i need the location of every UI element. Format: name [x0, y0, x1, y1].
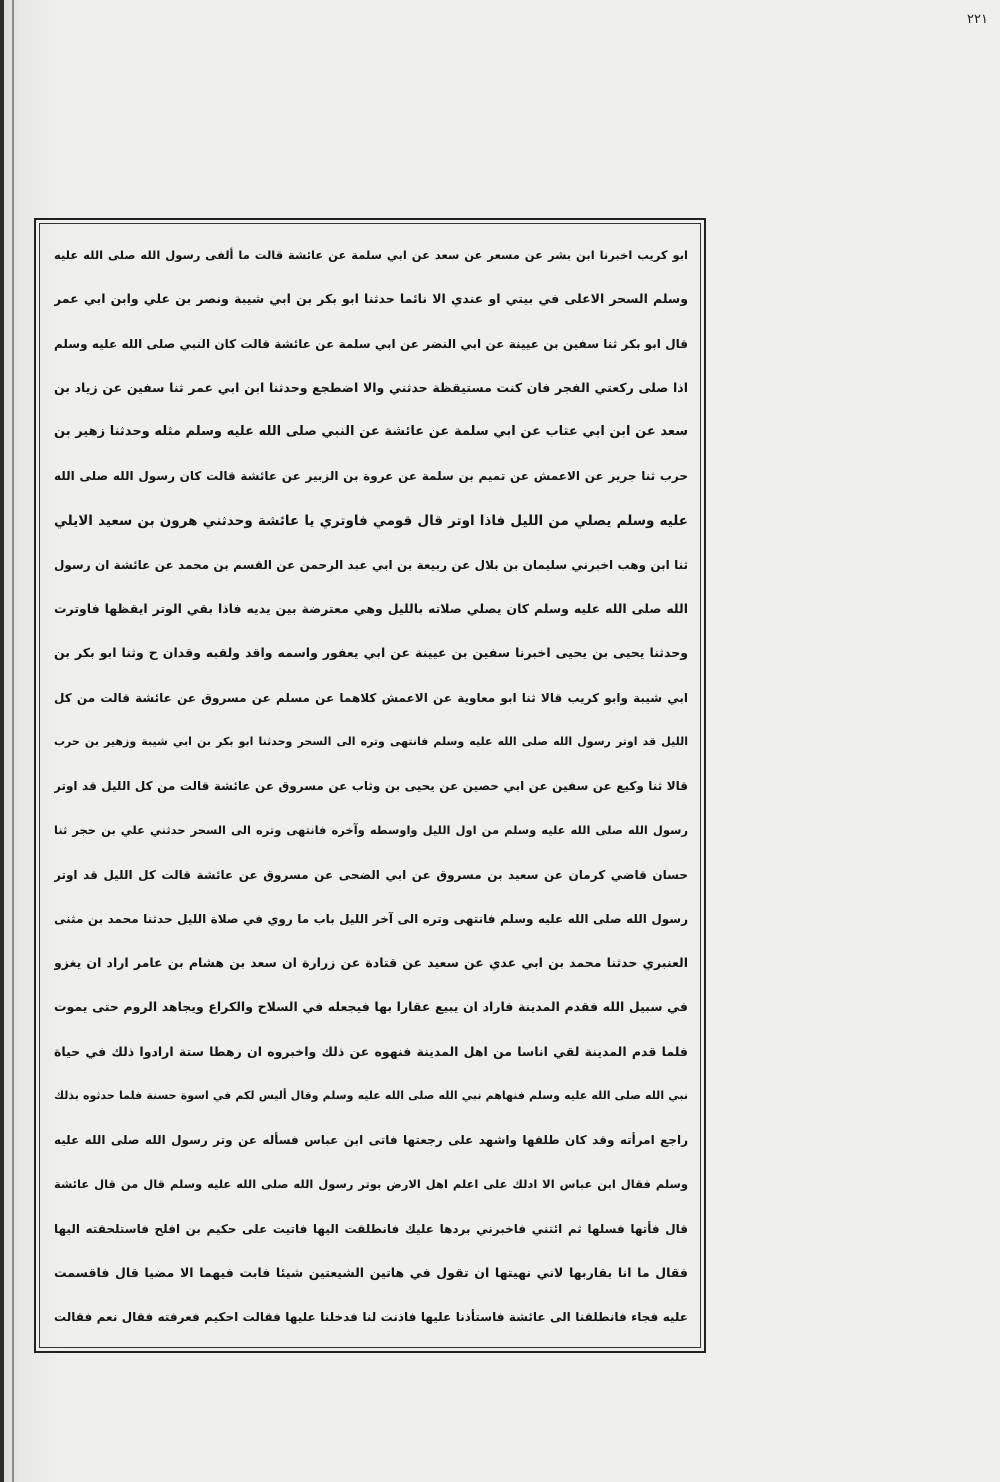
manuscript-line: قال فأتها فسلها ثم ائتني فاخبرني بردها عليك فانطلقت اليها فاتيت على حكيم بن افلح فاستلحقته اليها — [54, 1221, 688, 1236]
manuscript-line: قال ابو بكر ثنا سفين بن عيينة عن ابي النضر عن ابي سلمة عن عائشة قالت كان النبي صلى الله عليه وسلم — [54, 336, 688, 351]
manuscript-line: ثنا ابن وهب اخبرني سليمان بن بلال عن ربيعة بن ابي عبد الرحمن عن القسم بن محمد عن عائشة ان رسول — [54, 557, 688, 572]
manuscript-line: فقال ما انا بقاربها لاني نهيتها ان تقول في هاتين الشيعتين شيئا فابت فيهما الا مضيا قال فاقسمت — [54, 1264, 688, 1280]
page-number: ۲۲۱ — [967, 12, 988, 27]
manuscript-line: ابي شيبة وابو كريب قالا ثنا ابو معاوية عن الاعمش كلاهما عن مسلم عن مسروق عن عائشة قالت من كل — [54, 690, 688, 705]
manuscript-line: وحدثنا يحيى بن يحيى اخبرنا سفين بن عيينة عن ابي يعفور واسمه واقد ولقبه وقدان ح وثنا ابو بكر بن — [54, 645, 688, 661]
manuscript-line: راجع امرأته وقد كان طلقها واشهد على رجعتها فاتى ابن عباس فسأله عن وتر رسول الله صلى الله عليه — [54, 1133, 688, 1147]
manuscript-line: الله صلى الله عليه وسلم كان يصلي صلاته بالليل وهي معترضة بين يديه فاذا بقي الوتر ايقظها فاوترت — [54, 601, 688, 616]
manuscript-line: في سبيل الله فقدم المدينة فاراد ان يبيع عقارا بها فيجعله في السلاح والكراع ويجاهد الروم حتى يموت — [54, 999, 688, 1015]
manuscript-line: حرب ثنا جرير عن الاعمش عن تميم بن سلمة عن عروة بن الزبير عن عائشة قالت كان رسول الله صلى الله — [54, 469, 688, 484]
manuscript-text-block — [44, 230, 698, 1342]
manuscript-line: حسان قاضي كرمان عن سعيد بن مسروق عن ابي الضحى عن مسروق عن عائشة قالت كل الليل قد اوتر — [54, 867, 688, 882]
manuscript-line: وسلم السحر الاعلى في بيتي او عندي الا نائما حدثنا ابو بكر بن ابي شيبة ونصر بن علي وابن ابي عمر — [54, 291, 688, 307]
gutter-line — [12, 0, 14, 1482]
manuscript-line: عليه وسلم يصلي من الليل فاذا اوتر قال قومي فاوتري يا عائشة وحدثني هرون بن سعيد الايلي — [54, 512, 688, 529]
manuscript-line: سعد عن ابن ابي عتاب عن ابي سلمة عن عائشة عن النبي صلى الله عليه وسلم مثله وحدثنا زهير بن — [54, 424, 688, 439]
manuscript-line: العنبري حدثنا محمد بن ابي عدي عن سعيد عن قتادة عن زرارة ان سعد بن هشام بن عامر اراد ان يغزو — [54, 955, 688, 970]
manuscript-line: عليه فجاء فانطلقنا الى عائشة فاستأذنا عليها فاذنت لنا فدخلنا عليها فقالت احكيم فعرفته فقال نعم فقالت — [54, 1310, 688, 1324]
manuscript-line: فلما قدم المدينة لقي اناسا من اهل المدينة فنهوه عن ذلك واخبروه ان رهطا ستة ارادوا ذلك في حياة — [54, 1043, 688, 1059]
manuscript-line: ابو كريب اخبرنا ابن بشر عن مسعر عن سعد عن ابي سلمة عن عائشة قالت ما ألفى رسول الله صلى الله عليه — [54, 248, 688, 262]
manuscript-line: قالا ثنا وكيع عن سفين عن ابي حصين عن يحيى بن وثاب عن مسروق عن عائشة قالت من كل الليل قد اوتر — [54, 779, 688, 793]
manuscript-line: رسول الله صلى الله عليه وسلم فانتهى وتره الى آخر الليل باب ما روي في صلاة الليل حدثنا محمد بن مثنى — [54, 911, 688, 926]
manuscript-line: رسول الله صلى الله عليه وسلم من اول الليل واوسطه وآخره فانتهى وتره الى السحر حدثني علي بن حجر ثنا — [54, 823, 688, 838]
manuscript-line: الليل قد اوتر رسول الله صلى الله عليه وسلم فانتهى وتره الى السحر وحدثنا ابو بكر بن ابي شيبة وزهير بن حرب — [54, 734, 688, 748]
manuscript-line: وسلم فقال ابن عباس الا ادلك على اعلم اهل الارض بوتر رسول الله صلى الله عليه وسلم قال من قال عائشة — [54, 1177, 688, 1192]
manuscript-line: اذا صلى ركعتي الفجر فان كنت مستيقظة حدثني والا اضطجع وحدثنا ابن ابي عمر ثنا سفين عن زياد بن — [54, 379, 688, 395]
manuscript-line: نبي الله صلى الله عليه وسلم فنهاهم نبي الله صلى الله عليه وسلم وقال أليس لكم في اسوة حسنة فلما حدثوه بذلك — [54, 1088, 688, 1102]
